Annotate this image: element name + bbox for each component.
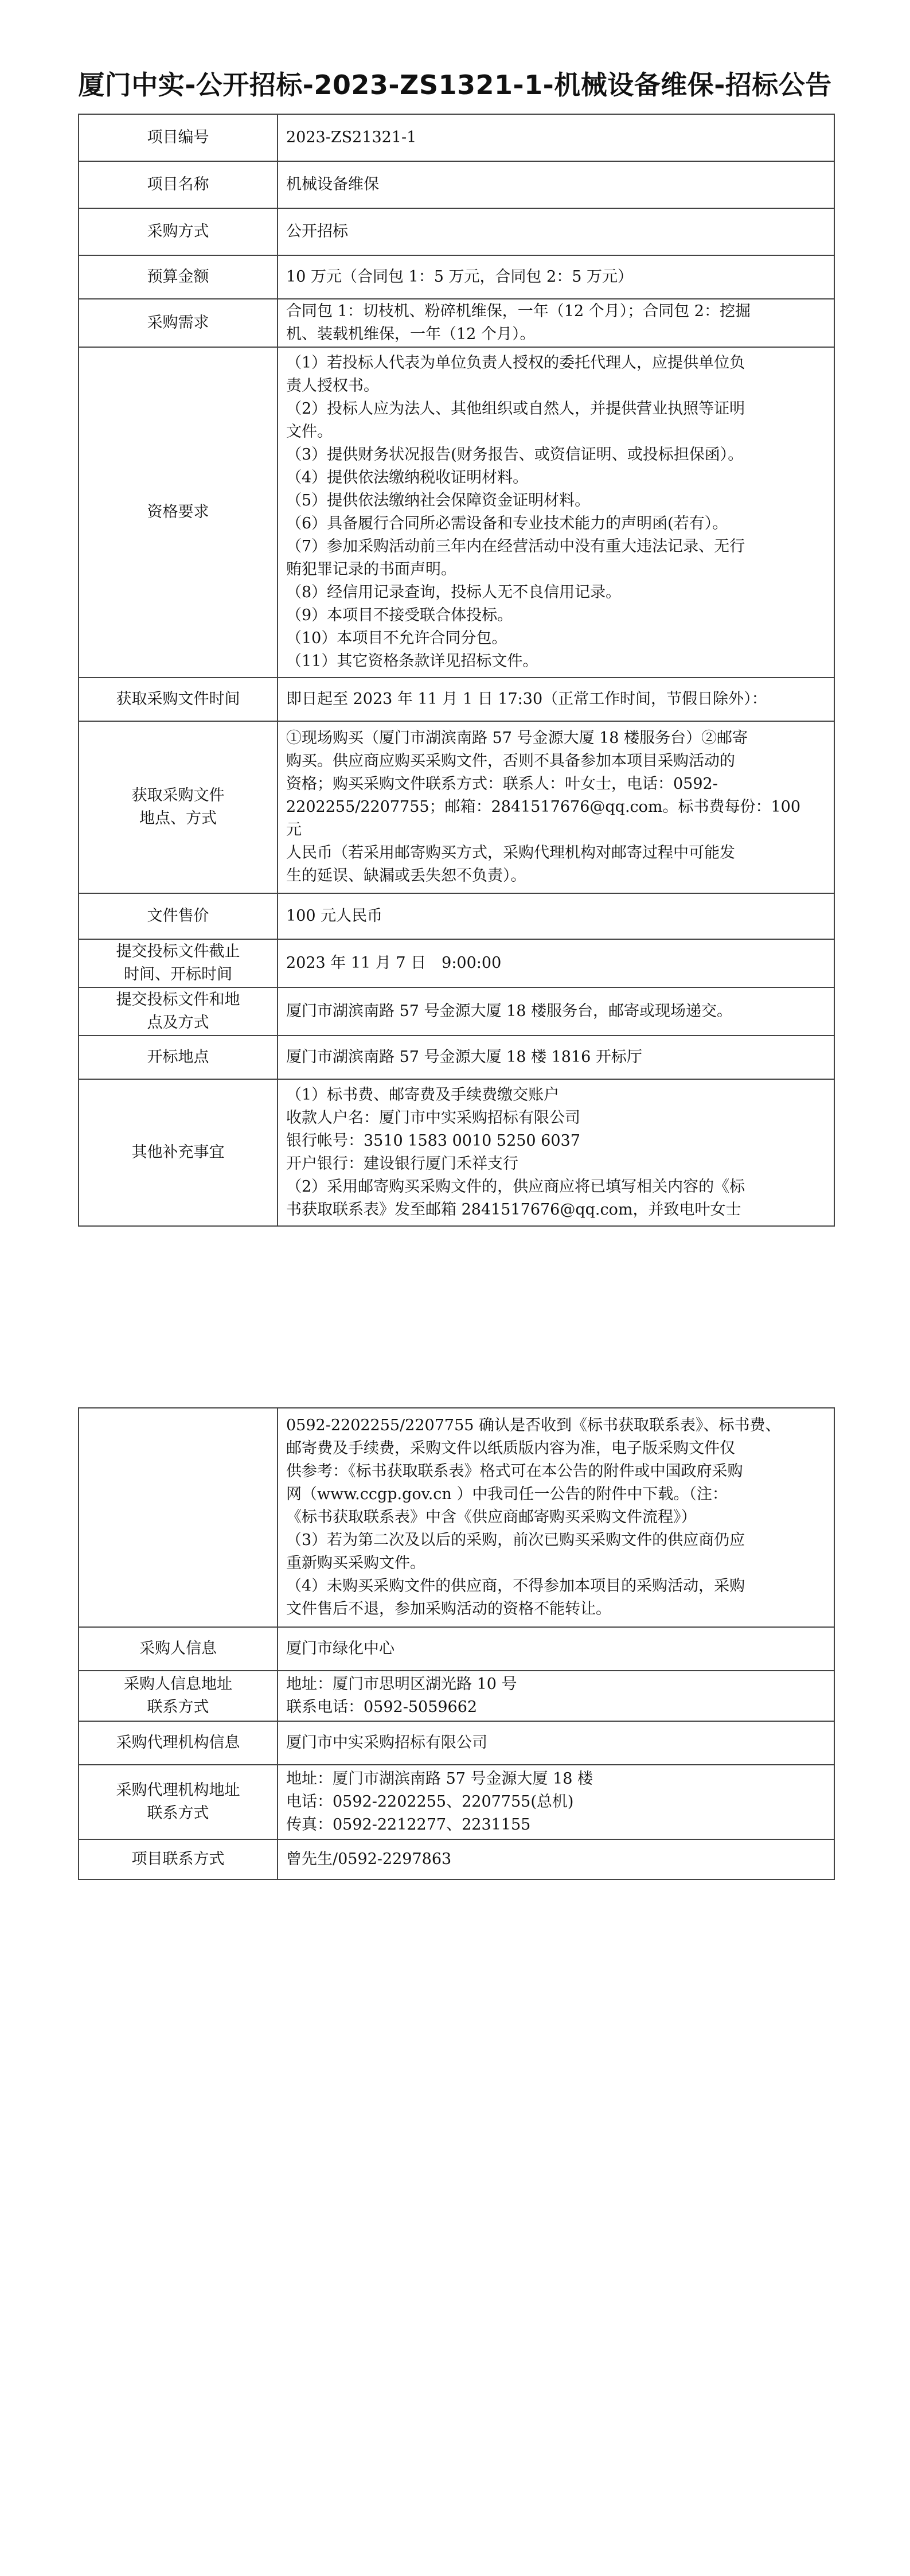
table-row-agency-address bbox=[79, 1765, 834, 1839]
table-row-project-contact bbox=[79, 1839, 834, 1880]
announcement-table-page-2 bbox=[78, 1407, 835, 1880]
table-row-opening-location bbox=[79, 1036, 834, 1079]
table-row-submission-location bbox=[79, 987, 834, 1036]
text-line: （1）标书费、邮寄费及手续费缴交账户 bbox=[286, 1086, 560, 1104]
row-label: 其他补充事宜 bbox=[79, 1079, 278, 1226]
row-label: 项目名称 bbox=[79, 161, 278, 208]
text-line: 网（www.ccgp.gov.cn ）中我司任一公告的附件中下载。（注： bbox=[286, 1485, 728, 1503]
text-line: （11）其它资格条款详见招标文件。 bbox=[286, 652, 538, 670]
row-label: 采购方式 bbox=[79, 208, 278, 255]
row-label: 资格要求 bbox=[79, 347, 278, 678]
row-value: 厦门市绿化中心 bbox=[278, 1627, 834, 1671]
row-value: 2023-ZS21321-1 bbox=[278, 114, 834, 161]
text-line: 地址：厦门市思明区湖光路 10 号 bbox=[286, 1675, 517, 1693]
row-label: 获取采购文件时间 bbox=[79, 678, 278, 721]
table-row-purchaser-address bbox=[79, 1671, 834, 1721]
announcement-table-page-1 bbox=[78, 114, 835, 1227]
table-row-project-number bbox=[79, 114, 834, 161]
text-line: 贿犯罪记录的书面声明。 bbox=[286, 561, 456, 578]
text-line: ①现场购买（厦门市湖滨南路 57 号金源大厦 18 楼服务台）②邮寄 bbox=[286, 729, 748, 747]
table-row-procurement-method bbox=[79, 208, 834, 255]
label-line: 点及方式 bbox=[147, 1014, 209, 1032]
table-row-deadline bbox=[79, 939, 834, 987]
label-line: 联系方式 bbox=[147, 1698, 209, 1716]
text-line: 文件售后不退，参加采购活动的资格不能转让。 bbox=[286, 1600, 611, 1618]
text-line: （2）采用邮寄购买采购文件的，供应商应将已填写相关内容的《标 bbox=[286, 1178, 745, 1196]
text-line: 邮寄费及手续费，采购文件以纸质版内容为准，电子版采购文件仅 bbox=[286, 1439, 735, 1457]
text-line: （7）参加采购活动前三年内在经营活动中没有重大违法记录、无行 bbox=[286, 538, 745, 555]
row-value: 100 元人民币 bbox=[278, 893, 834, 939]
table-row-project-name bbox=[79, 161, 834, 208]
table-row-acquisition-time bbox=[79, 678, 834, 721]
text-line: （3）若为第二次及以后的采购，前次已购买采购文件的供应商仍应 bbox=[286, 1531, 745, 1549]
text-line: 联系电话：0592-5059662 bbox=[286, 1698, 478, 1716]
row-label: 项目编号 bbox=[79, 114, 278, 161]
table-row-agency bbox=[79, 1721, 834, 1765]
text-line: 收款人户名：厦门市中实采购招标有限公司 bbox=[286, 1109, 580, 1127]
row-label: 采购需求 bbox=[79, 299, 278, 347]
table-row-acquisition-location bbox=[79, 721, 834, 893]
row-label: 采购代理机构信息 bbox=[79, 1721, 278, 1765]
text-line: （1）若投标人代表为单位负责人授权的委托代理人，应提供单位负 bbox=[286, 354, 745, 372]
text-line: 银行帐号：3510 1583 0010 5250 6037 bbox=[286, 1132, 580, 1150]
row-label bbox=[79, 1671, 278, 1721]
text-line: （4）未购买采购文件的供应商，不得参加本项目的采购活动，采购 bbox=[286, 1577, 745, 1595]
text-line: （8）经信用记录查询，投标人无不良信用记录。 bbox=[286, 583, 622, 601]
row-value bbox=[278, 1079, 834, 1226]
row-label bbox=[79, 721, 278, 893]
table-row-document-price bbox=[79, 893, 834, 939]
row-value: 2023 年 11 月 7 日 9:00:00 bbox=[278, 939, 834, 987]
row-value bbox=[278, 347, 834, 678]
text-line: 开户银行：建设银行厦门禾祥支行 bbox=[286, 1155, 518, 1173]
row-value: 厦门市湖滨南路 57 号金源大厦 18 楼服务台，邮寄或现场递交。 bbox=[278, 987, 834, 1036]
text-line: 0592-2202255/2207755 确认是否收到《标书获取联系表》、标书费、 bbox=[286, 1417, 781, 1434]
text-line: （2）投标人应为法人、其他组织或自然人，并提供营业执照等证明 bbox=[286, 400, 745, 418]
row-label: 开标地点 bbox=[79, 1036, 278, 1079]
row-label: 预算金额 bbox=[79, 255, 278, 299]
row-label: 采购人信息 bbox=[79, 1627, 278, 1671]
text-line: （5）提供依法缴纳社会保障资金证明材料。 bbox=[286, 492, 591, 509]
row-value bbox=[278, 721, 834, 893]
row-value bbox=[278, 299, 834, 347]
text-line: （9）本项目不接受联合体投标。 bbox=[286, 606, 513, 624]
row-label bbox=[79, 1408, 278, 1627]
text-line: 购买。供应商应购买采购文件，否则不具备参加本项目采购活动的 bbox=[286, 752, 735, 770]
text-line: 2202255/2207755；邮箱：2841517676@qq.com。标书费每份：100 bbox=[286, 798, 801, 816]
text-line: （3）提供财务状况报告(财务报告、或资信证明、或投标担保函）。 bbox=[286, 446, 744, 464]
text-line: 机、装载机维保，一年（12 个月）。 bbox=[286, 325, 536, 343]
text-line: 供参考：《标书获取联系表》格式可在本公告的附件或中国政府采购 bbox=[286, 1462, 743, 1480]
text-line: 人民币（若采用邮寄购买方式，采购代理机构对邮寄过程中可能发 bbox=[286, 844, 735, 862]
text-line: 重新购买采购文件。 bbox=[286, 1554, 425, 1572]
text-line: 地址：厦门市湖滨南路 57 号金源大厦 18 楼 bbox=[286, 1770, 593, 1788]
row-value: 即日起至 2023 年 11 月 1 日 17:30（正常工作时间，节假日除外）： bbox=[278, 678, 834, 721]
label-line: 采购代理机构地址 bbox=[116, 1781, 240, 1799]
row-value bbox=[278, 1765, 834, 1839]
row-value: 厦门市湖滨南路 57 号金源大厦 18 楼 1816 开标厅 bbox=[278, 1036, 834, 1079]
row-value: 曾先生/0592-2297863 bbox=[278, 1839, 834, 1880]
table-row-purchaser bbox=[79, 1627, 834, 1671]
row-value: 10 万元（合同包 1：5 万元，合同包 2：5 万元） bbox=[278, 255, 834, 299]
label-line: 时间、开标时间 bbox=[124, 966, 232, 983]
text-line: （4）提供依法缴纳税收证明材料。 bbox=[286, 469, 529, 487]
label-line: 提交投标文件和地 bbox=[116, 991, 240, 1009]
label-line: 获取采购文件 bbox=[131, 787, 225, 804]
label-line: 提交投标文件截止 bbox=[116, 943, 240, 960]
row-value: 公开招标 bbox=[278, 208, 834, 255]
table-row-other-matters bbox=[79, 1079, 834, 1226]
row-label bbox=[79, 987, 278, 1036]
row-value bbox=[278, 1671, 834, 1721]
text-line: 合同包 1：切枝机、粉碎机维保，一年（12 个月）；合同包 2：挖掘 bbox=[286, 302, 751, 320]
text-line: 书获取联系表》发至邮箱 2841517676@qq.com，并致电叶女士 bbox=[286, 1201, 741, 1219]
label-line: 地点、方式 bbox=[139, 810, 217, 827]
table-row-requirements bbox=[79, 299, 834, 347]
text-line: 生的延误、缺漏或丢失恕不负责）。 bbox=[286, 867, 526, 885]
label-line: 采购人信息地址 bbox=[124, 1675, 232, 1693]
row-value: 机械设备维保 bbox=[278, 161, 834, 208]
text-line: （6）具备履行合同所必需设备和专业技术能力的声明函(若有）。 bbox=[286, 515, 728, 532]
row-label bbox=[79, 939, 278, 987]
text-line: 文件。 bbox=[286, 423, 333, 441]
text-line: 传真：0592-2212277、2231155 bbox=[286, 1816, 531, 1834]
page-title: 厦门中实-公开招标-2023-ZS1321-1-机械设备维保-招标公告 bbox=[78, 69, 832, 100]
row-label bbox=[79, 1765, 278, 1839]
text-line: （10）本项目不允许合同分包。 bbox=[286, 629, 507, 647]
row-label: 文件售价 bbox=[79, 893, 278, 939]
text-line: 责人授权书。 bbox=[286, 377, 379, 395]
table-row-other-matters-continued bbox=[79, 1408, 834, 1627]
text-line: 《标书获取联系表》中含《供应商邮寄购买采购文件流程》） bbox=[286, 1508, 697, 1526]
row-label: 项目联系方式 bbox=[79, 1839, 278, 1880]
text-line: 电话：0592-2202255、2207755(总机) bbox=[286, 1793, 574, 1811]
table-row-qualifications bbox=[79, 347, 834, 678]
label-line: 联系方式 bbox=[147, 1804, 209, 1822]
text-line: 元 bbox=[286, 821, 302, 839]
row-value bbox=[278, 1408, 834, 1627]
table-row-budget bbox=[79, 255, 834, 299]
text-line: 资格；购买采购文件联系方式：联系人：叶女士，电话：0592- bbox=[286, 775, 718, 793]
row-value: 厦门市中实采购招标有限公司 bbox=[278, 1721, 834, 1765]
